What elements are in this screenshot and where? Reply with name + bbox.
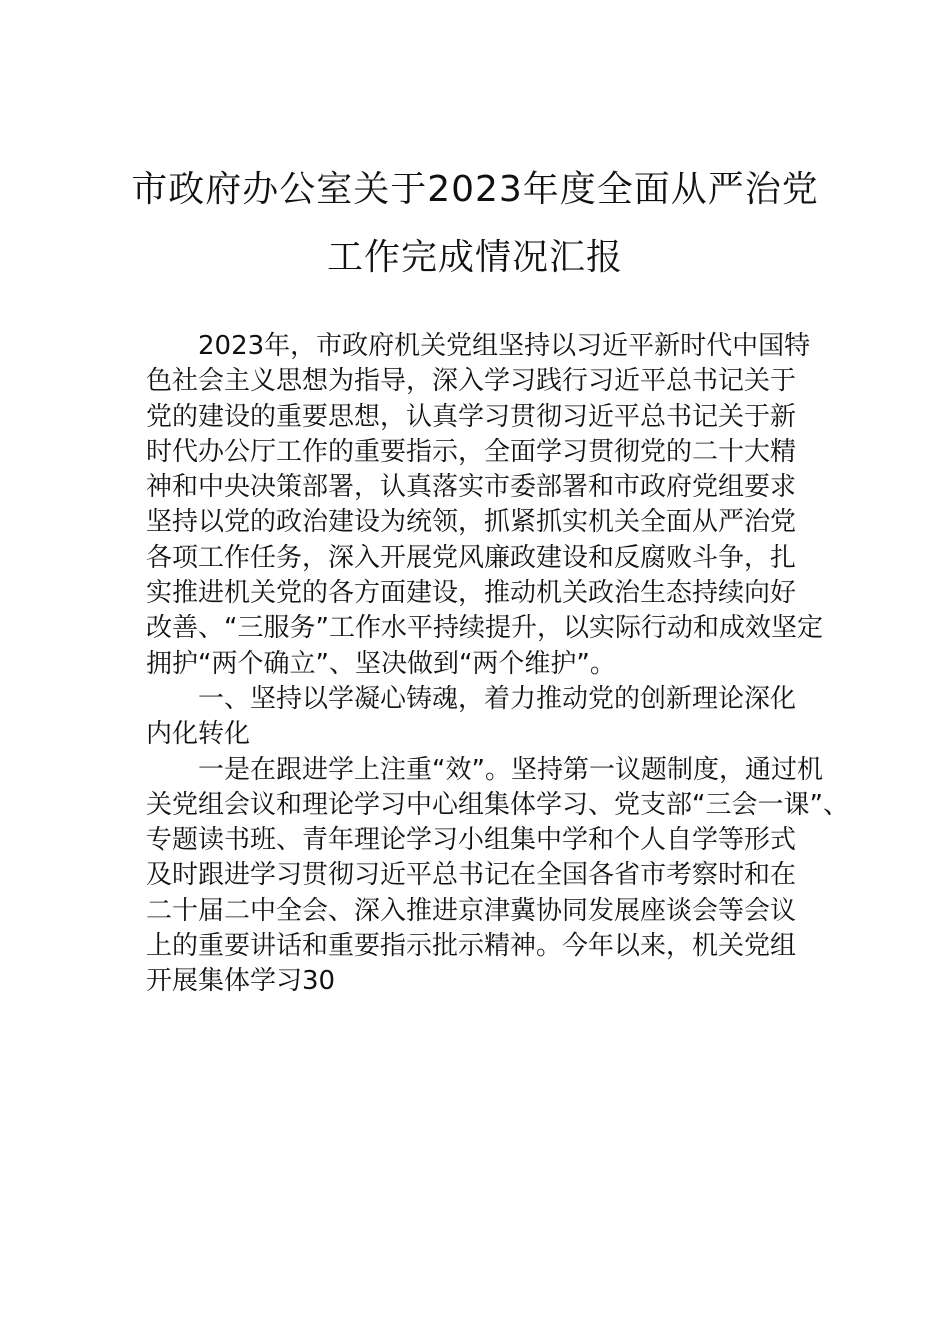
study-paragraph-line: 关党组会议和理论学习中心组集体学习、党支部“三会一课”、 — [146, 789, 849, 820]
intro-paragraph-line: 各项工作任务，深入开展党风廉政建设和反腐败斗争，扎 — [146, 542, 797, 573]
study-paragraph-line: 上的重要讲话和重要指示批示精神。今年以来，机关党组 — [146, 931, 797, 962]
intro-paragraph-line: 神和中央决策部署，认真落实市委部署和市政府党组要求 — [146, 472, 797, 503]
section-heading-line: 一、坚持以学凝心铸魂，着力推动党的创新理论深化 — [198, 683, 797, 714]
study-paragraph-line: 专题读书班、青年理论学习小组集中学和个人自学等形式 — [146, 825, 797, 856]
intro-paragraph-line: 改善、“三服务”工作水平持续提升，以实际行动和成效坚定 — [146, 613, 823, 644]
study-paragraph-line: 开展集体学习30 — [146, 966, 336, 997]
study-paragraph-line: 及时跟进学习贯彻习近平总书记在全国各省市考察时和在 — [146, 860, 797, 891]
document-title-line-1: 市政府办公室关于2023年度全面从严治党 — [131, 169, 819, 210]
document-title-line-2: 工作完成情况汇报 — [326, 237, 623, 278]
intro-paragraph-line: 党的建设的重要思想，认真学习贯彻习近平总书记关于新 — [146, 401, 797, 432]
study-paragraph-line: 一是在跟进学上注重“效”。坚持第一议题制度，通过机 — [198, 754, 823, 785]
study-paragraph-line: 二十届二中全会、深入推进京津冀协同发展座谈会等会议 — [146, 895, 797, 926]
section-heading-line: 内化转化 — [146, 719, 251, 750]
intro-paragraph-line: 时代办公厅工作的重要指示，全面学习贯彻党的二十大精 — [146, 436, 797, 467]
intro-paragraph-line: 实推进机关党的各方面建设，推动机关政治生态持续向好 — [146, 578, 797, 609]
document-body — [146, 329, 849, 1000]
intro-paragraph-line: 色社会主义思想为指导，深入学习践行习近平总书记关于 — [146, 366, 797, 397]
intro-paragraph-line: 2023年，市政府机关党组坚持以习近平新时代中国特 — [198, 331, 811, 361]
intro-paragraph-line: 坚持以党的政治建设为统领，抓紧抓实机关全面从严治党 — [146, 507, 797, 538]
intro-paragraph-line: 拥护“两个确立”、坚决做到“两个维护”。 — [146, 648, 616, 679]
